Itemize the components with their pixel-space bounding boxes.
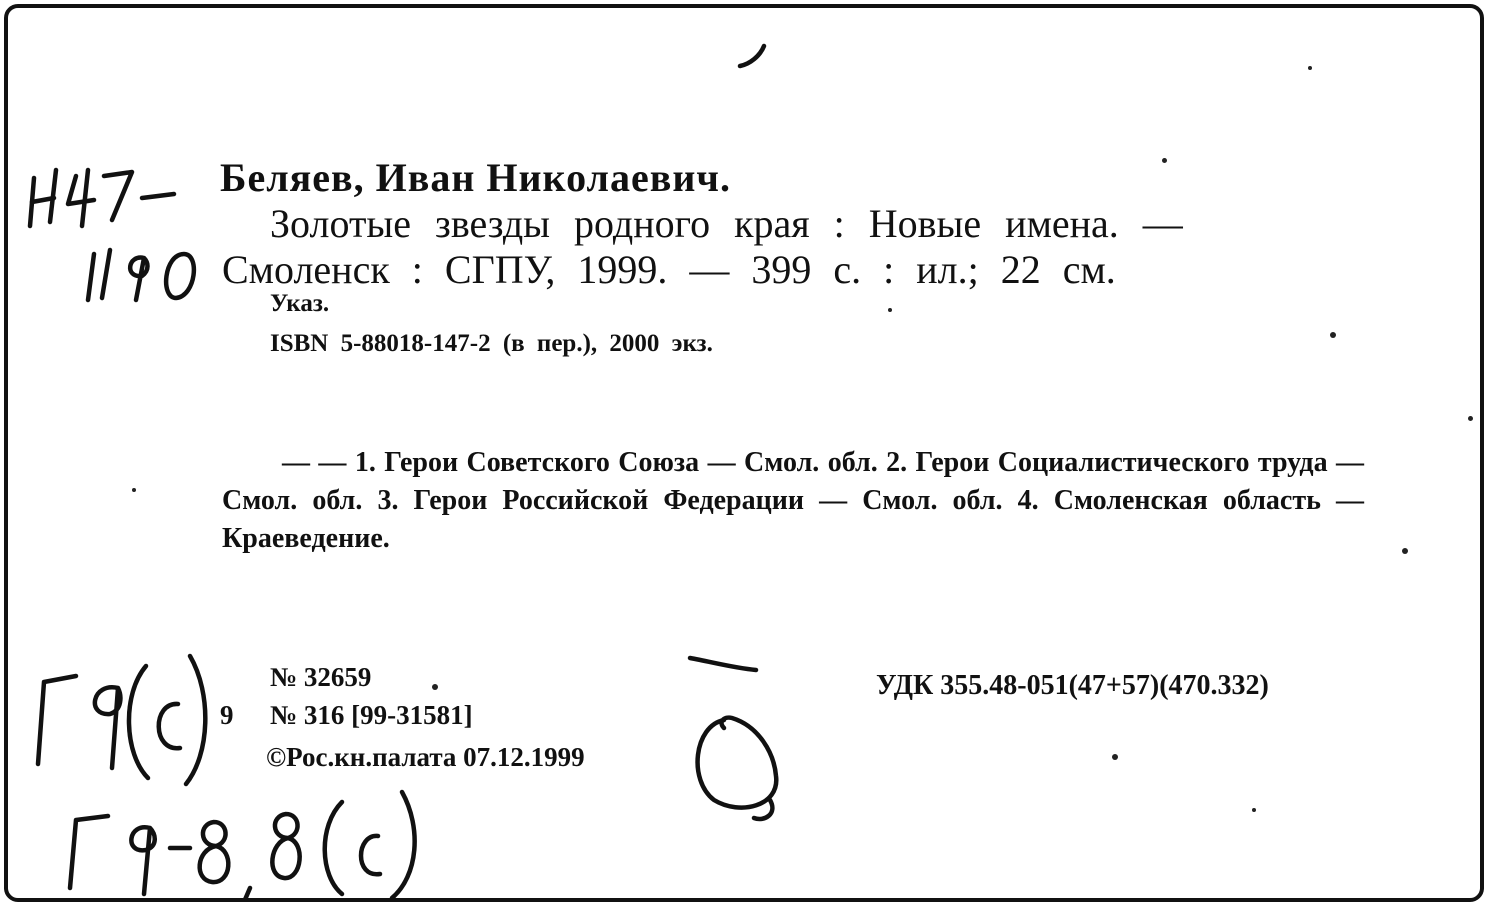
- record-number: № 32659: [270, 662, 372, 692]
- pen-stroke-mark-2: [684, 648, 784, 688]
- copyright-line: ©Рос.кн.палата 07.12.1999: [266, 742, 585, 772]
- scan-speck: [432, 684, 438, 690]
- scan-speck: [888, 308, 892, 312]
- registry-number: № 316 [99-31581]: [270, 700, 473, 730]
- publication-line: Смоленск : СГПУ, 1999. — 399 с. : ил.; 22 см.: [222, 247, 1116, 292]
- catalog-card: [4, 4, 1484, 902]
- handwritten-class-mark-2: [58, 784, 438, 902]
- scan-speck: [1308, 66, 1312, 70]
- handwritten-class-mark-1: [22, 644, 212, 794]
- pen-stroke-mark: [732, 38, 782, 78]
- scan-speck: [132, 488, 136, 492]
- digit-nine: 9: [220, 700, 234, 730]
- scan-speck: [1252, 808, 1256, 812]
- handwritten-loop-mark: [684, 704, 794, 844]
- scan-speck: [1402, 548, 1408, 554]
- scan-speck: [1468, 416, 1473, 421]
- scan-speck: [1162, 158, 1167, 163]
- subject-headings: — — 1. Герои Советского Союза — Смол. обл. 2. Герои Социалистического труда — Смол. обл. 3. Герои Российской Федерации — Смол. обл. 4. Смоленская область — Краеведение.: [222, 447, 1364, 554]
- scan-speck: [1330, 332, 1336, 338]
- isbn-line: ISBN 5-88018-147-2 (в пер.), 2000 экз.: [270, 330, 713, 357]
- scan-speck: [1112, 754, 1118, 760]
- author-heading: Беляев, Иван Николаевич.: [220, 155, 731, 200]
- handwritten-code-top: [24, 158, 214, 318]
- udk-code: УДК 355.48-051(47+57)(470.332): [876, 670, 1269, 701]
- title-line: Золотые звезды родного края : Новые имена. —: [270, 201, 1183, 246]
- index-note: Указ.: [270, 290, 330, 317]
